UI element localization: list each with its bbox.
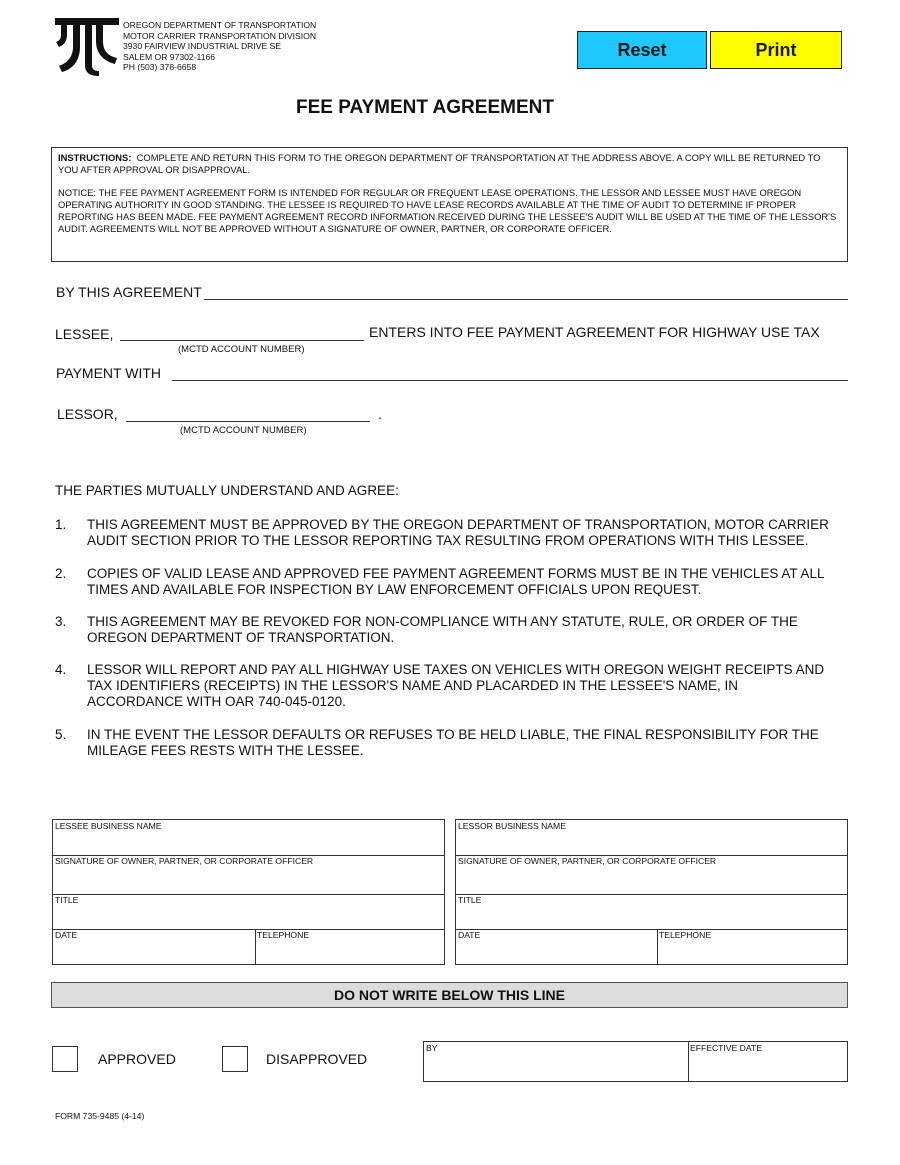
- item-number: 2.: [55, 566, 67, 581]
- field-label: EFFECTIVE DATE: [690, 1043, 762, 1053]
- agency-line: SALEM OR 97302-1166: [123, 51, 216, 62]
- lessee-business-name-field[interactable]: [53, 820, 444, 855]
- lessee-label: LESSEE,: [55, 326, 114, 342]
- field-label: TITLE: [458, 895, 482, 905]
- field-label: TITLE: [55, 895, 79, 905]
- lessee-title-field[interactable]: [53, 894, 444, 929]
- lessor-business-name-field[interactable]: [456, 820, 847, 855]
- lessor-signature-field[interactable]: [456, 855, 847, 894]
- field-label: LESSEE BUSINESS NAME: [55, 821, 162, 831]
- agreement-party-field[interactable]: [204, 299, 848, 300]
- office-use-banner: DO NOT WRITE BELOW THIS LINE: [51, 982, 848, 1008]
- list-item: [55, 662, 845, 712]
- lessor-label: LESSOR,: [57, 406, 118, 422]
- field-label: LESSOR BUSINESS NAME: [458, 821, 566, 831]
- agency-line: OREGON DEPARTMENT OF TRANSPORTATION: [123, 20, 317, 30]
- item-text: LESSOR WILL REPORT AND PAY ALL HIGHWAY USE TAXES ON VEHICLES WITH OREGON WEIGHT RECEIPTS AND TAX IDENTIFIERS (RECEIPTS) IN THE LESSOR'S NAME AND PLACARDED IN THE LESSEE'S NAME, IN ACCORDANCE WITH OAR 740-045-0120.: [87, 662, 825, 709]
- field-label: TELEPHONE: [659, 930, 712, 940]
- lessee-telephone-field[interactable]: [255, 929, 444, 964]
- field-label: DATE: [55, 930, 78, 940]
- disapproved-checkbox[interactable]: [222, 1046, 248, 1072]
- item-number: 3.: [55, 614, 67, 629]
- agency-address: [123, 20, 316, 73]
- lessor-signature-block: [455, 819, 848, 965]
- instructions-text: COMPLETE AND RETURN THIS FORM TO THE OREGON DEPARTMENT OF TRANSPORTATION AT THE ADDRESS ABOVE. A COPY WILL BE RETURNED TO YOU AFTER APPROVAL OR DISAPPROVAL.: [58, 152, 821, 176]
- reset-button[interactable]: Reset: [577, 31, 707, 69]
- by-this-agreement-label: BY THIS AGREEMENT: [56, 284, 202, 300]
- approved-by-field[interactable]: [424, 1042, 688, 1081]
- lessee-signature-block: [52, 819, 445, 965]
- item-text: THIS AGREEMENT MUST BE APPROVED BY THE OREGON DEPARTMENT OF TRANSPORTATION, MOTOR CARRIER AUDIT SECTION PRIOR TO THE LESSOR REPORTING TAX RESULTING FROM OPERATIONS WITH THIS LESSEE.: [87, 517, 829, 548]
- terms-heading: THE PARTIES MUTUALLY UNDERSTAND AND AGREE:: [55, 483, 399, 498]
- field-label: BY: [426, 1043, 438, 1053]
- agency-line: PH (503) 378-6658: [123, 62, 197, 73]
- list-item: [55, 727, 845, 761]
- lessor-date-field[interactable]: [456, 929, 657, 964]
- agency-line: 3930 FAIRVIEW INDUSTRIAL DRIVE SE: [123, 41, 282, 52]
- item-text: THIS AGREEMENT MAY BE REVOKED FOR NON-COMPLIANCE WITH ANY STATUTE, RULE, OR ORDER OF THE OREGON DEPARTMENT OF TRANSPORTATION.: [87, 614, 798, 645]
- lessee-signature-field[interactable]: [53, 855, 444, 894]
- lessor-account-caption: (MCTD ACCOUNT NUMBER): [180, 425, 307, 436]
- lessee-account-caption: (MCTD ACCOUNT NUMBER): [178, 344, 305, 355]
- item-number: 5.: [55, 727, 67, 742]
- lessor-period: .: [378, 406, 382, 422]
- field-label: DATE: [458, 930, 481, 940]
- field-label: SIGNATURE OF OWNER, PARTNER, OR CORPORATE OFFICER: [458, 856, 717, 866]
- item-number: 4.: [55, 662, 67, 677]
- approved-label: APPROVED: [98, 1051, 176, 1067]
- lessee-date-field[interactable]: [53, 929, 255, 964]
- instructions-box: [51, 147, 848, 262]
- lessor-telephone-field[interactable]: [657, 929, 847, 964]
- agency-line: MOTOR CARRIER TRANSPORTATION DIVISION: [123, 30, 317, 41]
- notice-text: NOTICE: THE FEE PAYMENT AGREEMENT FORM IS INTENDED FOR REGULAR OR FREQUENT LEASE OPERATIONS. THE LESSOR AND LESSEE MUST HAVE OREGON OPERATING AUTHORITY IN GOOD STANDING. THE LESSEE IS REQUIRED TO HAVE LEASE RECORDS AVAILABLE AT THE TIME OF AUDIT TO DETERMINE IF PROPER REPORTING HAS BEEN MADE. FEE PAYMENT AGREEMENT RECORD INFORMATION RECEIVED DURING THE LESSEE'S AUDIT WILL BE USED AT THE TIME OF THE LESSOR'S AUDIT. AGREEMENTS WILL NOT BE APPROVED WITHOUT A SIGNATURE OF OWNER, PARTNER, OR CORPORATE OFFICER.: [58, 186, 837, 235]
- item-text: COPIES OF VALID LEASE AND APPROVED FEE PAYMENT AGREEMENT FORMS MUST BE IN THE VEHICLES AT ALL TIMES AND AVAILABLE FOR INSPECTION BY LAW ENFORCEMENT OFFICIALS UPON REQUEST.: [87, 566, 824, 597]
- list-item: [55, 566, 845, 600]
- approved-checkbox[interactable]: [52, 1046, 78, 1072]
- item-text: IN THE EVENT THE LESSOR DEFAULTS OR REFUSES TO BE HELD LIABLE, THE FINAL RESPONSIBILITY FOR THE MILEAGE FEES RESTS WITH THE LESSEE.: [87, 727, 819, 758]
- effective-date-field[interactable]: [688, 1042, 847, 1081]
- page-title: FEE PAYMENT AGREEMENT: [296, 97, 554, 118]
- odot-logo-icon: [55, 18, 119, 76]
- instructions-label: INSTRUCTIONS:: [58, 152, 132, 163]
- lessor-account-field[interactable]: [126, 421, 370, 422]
- lessor-title-field[interactable]: [456, 894, 847, 929]
- list-item: [55, 517, 845, 551]
- list-item: [55, 614, 845, 648]
- disapproved-label: DISAPPROVED: [266, 1051, 368, 1067]
- print-button[interactable]: Print: [710, 31, 842, 69]
- approval-signoff-block: [423, 1041, 848, 1082]
- form-number: FORM 735-9485 (4-14): [55, 1111, 145, 1121]
- item-number: 1.: [55, 517, 67, 532]
- field-label: SIGNATURE OF OWNER, PARTNER, OR CORPORATE OFFICER: [55, 856, 314, 866]
- payment-with-label: PAYMENT WITH: [56, 365, 161, 381]
- field-label: TELEPHONE: [257, 930, 310, 940]
- lessee-account-field[interactable]: [120, 340, 364, 341]
- payment-with-field[interactable]: [172, 380, 848, 381]
- lessee-tail-text: ENTERS INTO FEE PAYMENT AGREEMENT FOR HIGHWAY USE TAX: [369, 324, 820, 340]
